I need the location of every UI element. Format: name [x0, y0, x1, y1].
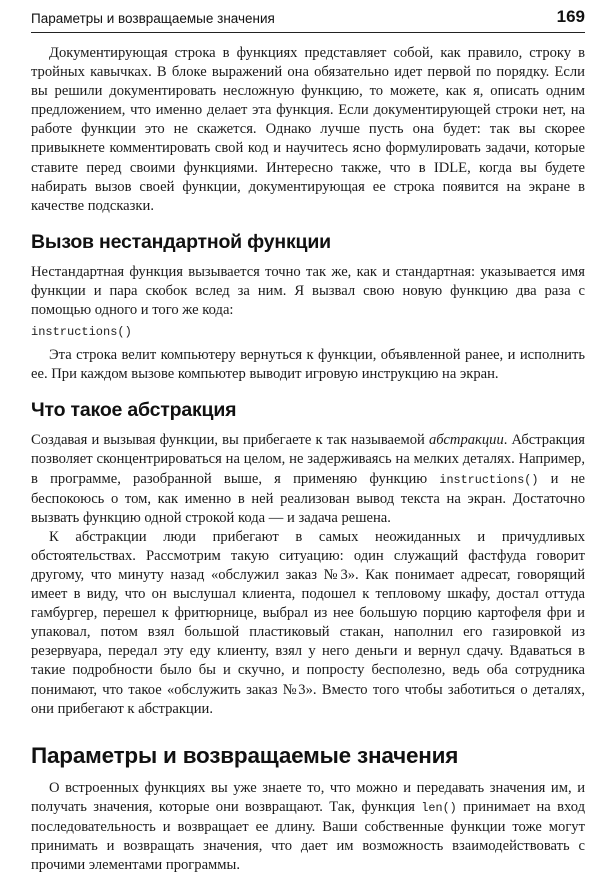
section-heading-custom-function-call: Вызов нестандартной функции	[31, 230, 331, 253]
term-abstraction: абстракции	[428, 432, 504, 449]
section-heading-abstraction: Что такое абстракция	[31, 399, 237, 422]
inline-code: len()	[421, 800, 457, 815]
text-run: Создавая и вызывая функции, вы прибегаете к так называемой	[31, 432, 429, 449]
text-run: принимает на вход последовательность и возвращает ее длину. Ваши собственные функции тоже могут принимать и возвращать значения, что дает им возможность взаимодействовать с прочими элементами программы.	[31, 798, 586, 874]
section1-paragraph-1: Нестандартная функция вызывается точно так же, как и стандартная: указывается имя функции и пара скобок вслед за ним. Я вызвал свою новую функцию два раза с помощью одного и того же кода:	[31, 263, 585, 319]
section1-paragraph-2: Эта строка велит компьютеру вернуться к функции, объявленной ранее, и исполнить ее. При каждом вызове компьютер выводит игровую инструкцию на экран.	[31, 347, 585, 383]
text-run: и не беспокоюсь о том, как именно в ней реализован вывод текста на экран. Достаточно вызвать функцию одной строкой кода — и задача решена.	[31, 470, 585, 526]
section2-paragraph-2: К абстракции люди прибегают в самых неожиданных и причудливых обстоятельствах. Рассмотрим такую ситуацию: один служащий фастфуда говорит другому, что минуту назад «обслужил заказ №3». Как понимает адресат, говорящий имеет в виду, что он выслушал клиента, подошел к тепловому шкафу, достал оттуда гамбургер, перешел к фритюрнице, выбрал из нее большую порцию картофеля фри и упаковал, потом взял большой пластиковый стакан, наполнил его газировкой из резервуара, передал эту еду клиенту, взял у него деньги и вернул сдачу. Вдаваться в такие подробности было бы и скучно, и попросту бесполезно, ведь оба сотрудника понимают, что такое «обслужить заказ №3». Вместо того чтобы заботиться о деталях, они прибегают к абстракции.	[31, 528, 585, 717]
inline-code: instructions()	[439, 472, 539, 487]
section-heading-parameters-return-values: Параметры и возвращаемые значения	[31, 742, 459, 768]
section2-paragraph-1	[31, 431, 585, 527]
page-body	[31, 44, 585, 875]
text-run: . Абстракция позволяет сконцентрироваться на целом, не задерживаясь на мелких деталях. Например, в программе, разобранной выше, я применяю функцию	[31, 432, 585, 487]
code-sample: instructions()	[31, 325, 132, 340]
page-number: 169	[556, 7, 585, 26]
intro-paragraph: Документирующая строка в функциях представляет собой, как правило, строку в тройных кавычках. В блоке выражений она обязательно идет первой по порядку. Если вы решили документировать несложную функцию, то можете, как я, описать одним предложением, что именно делает эта функция. Если документирующей строки нет, на работе функции это не скажется. Однако лучше пусть она будет: так вы скорее привыкнете комментировать свой код и научитесь ясно формулировать задачи, которые ставите перед своими функциями. Интересно также, что в IDLE, когда вы будете набирать вызов своей функции, документирующая ее строка появится на экране в качестве подсказки.	[31, 45, 585, 214]
running-header	[31, 8, 585, 33]
section3-paragraph-1	[31, 779, 585, 875]
text-run: О встроенных функциях вы уже знаете то, что можно и передавать значения им, и получать значения, которые они возвращают. Так, функция	[31, 779, 585, 815]
running-header-title: Параметры и возвращаемые значения	[31, 11, 275, 26]
